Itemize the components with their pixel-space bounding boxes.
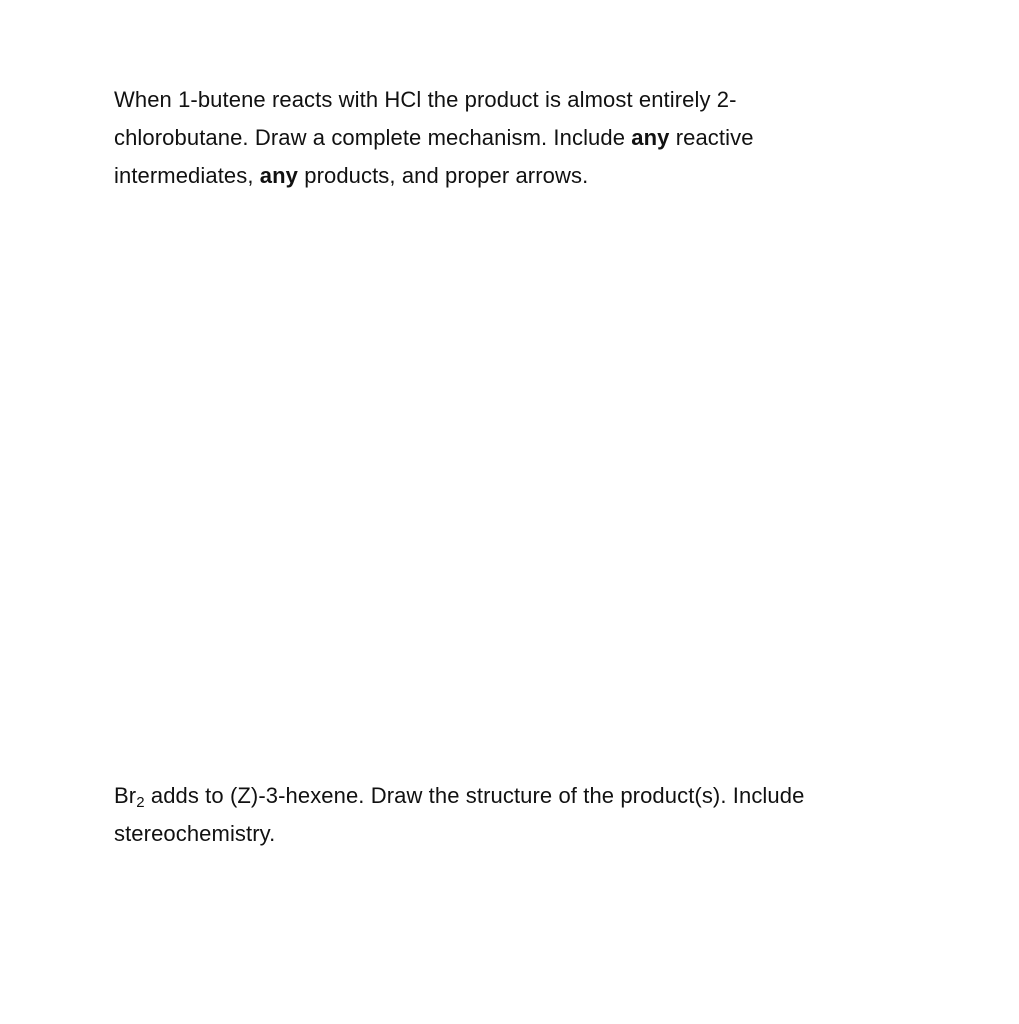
question-1-line-3 xyxy=(114,157,914,195)
question-2-line-1-text: adds to (Z)-3-hexene. Draw the structure of the product(s). Include xyxy=(144,783,805,808)
question-1-emphasis-any: any xyxy=(631,125,670,150)
bromine-symbol: Br xyxy=(114,783,137,808)
question-1-line-2 xyxy=(114,119,914,157)
question-1 xyxy=(114,81,914,195)
question-2 xyxy=(114,777,914,853)
bromine-subscript: 2 xyxy=(136,794,145,811)
question-1-line-3-text-b: products, and proper arrows. xyxy=(298,163,589,188)
question-1-line-1: When 1-butene reacts with HCl the product is almost entirely 2- xyxy=(114,87,737,112)
bromine-formula xyxy=(114,783,145,811)
question-1-emphasis-any-2: any xyxy=(259,163,299,188)
question-1-line-2-text-a: chlorobutane. Draw a complete mechanism. Include xyxy=(114,125,632,150)
question-2-line-1 xyxy=(114,777,914,815)
question-2-line-2: stereochemistry. xyxy=(114,821,276,846)
question-1-line-2-text-b: reactive xyxy=(669,125,754,150)
question-1-line-3-text-a: intermediates, xyxy=(114,163,260,188)
